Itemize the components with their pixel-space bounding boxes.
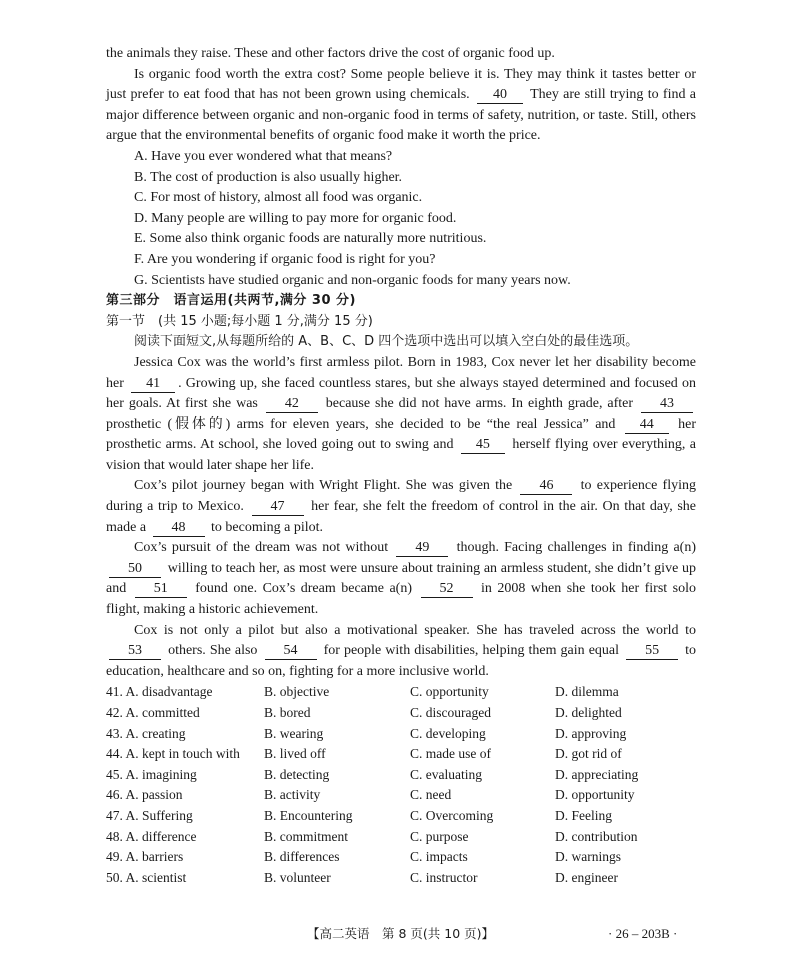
choice-46-d[interactable]: D. opportunity: [555, 787, 635, 803]
choice-row-50: [106, 868, 696, 889]
blank-42[interactable]: 42: [266, 396, 318, 413]
choice-45-c[interactable]: C. evaluating: [410, 766, 482, 782]
blank-50[interactable]: 50: [109, 561, 161, 578]
seven-choose-five-options: [106, 147, 696, 291]
choice-row-49: [106, 847, 696, 868]
option-d[interactable]: D. Many people are willing to pay more for organic food.: [134, 210, 457, 226]
choice-42-d[interactable]: D. delighted: [555, 705, 622, 720]
passage-end-line: the animals they raise. These and other factors drive the cost of organic food up.: [106, 46, 555, 61]
choice-50-a[interactable]: 50. A. scientist: [106, 869, 187, 885]
choice-43-d[interactable]: D. approving: [555, 725, 627, 741]
choice-47-a[interactable]: 47. A. Suffering: [106, 807, 193, 823]
cloze-choices: [106, 682, 696, 888]
cloze-paragraph-4: Cox is not only a pilot but also a motivational speaker. She has traveled across the world to 53 others. She also 54 for people with disabilities, helping them gain equal 55 to education, healthcare and so on, fighting for a more inclusive world.: [106, 622, 697, 679]
blank-47[interactable]: 47: [252, 499, 304, 516]
blank-45[interactable]: 45: [461, 437, 505, 454]
blank-41[interactable]: 41: [131, 376, 175, 393]
choice-41-c[interactable]: C. opportunity: [410, 684, 489, 700]
choice-47-b[interactable]: B. Encountering: [264, 807, 353, 823]
blank-49[interactable]: 49: [396, 540, 448, 557]
blank-54[interactable]: 54: [265, 643, 317, 660]
blank-52[interactable]: 52: [421, 581, 473, 598]
choice-43-a[interactable]: 43. A. creating: [106, 725, 186, 741]
choice-row-42: [106, 703, 696, 724]
footer-page-info: 【高二英语 第 8 页(共 10 页)】: [307, 926, 495, 941]
choice-45-a[interactable]: 45. A. imagining: [106, 766, 197, 782]
cloze-paragraph-2: Cox’s pilot journey began with Wright Flight. She was given the 46 to experience flying during a trip to Mexico. 47 her fear, she felt the freedom of control in the air. On that day, she made a 48 to becoming a pilot.: [106, 478, 697, 535]
cloze-paragraph-1: Jessica Cox was the world’s first armless pilot. Born in 1983, Cox never let her disability become her 41 . Growing up, she faced countless stares, but she always stayed determined and focused on her goals. At first she was 42 because she did not have arms. In eighth grade, after 43 prosthetic (假体的) arms for eleven years, she decided to be “the real Jessica” and 44 her prosthetic arms. At school, she loved going out to swing and 45 herself flying over everything, a vision that would later shape her life.: [106, 354, 697, 473]
choice-50-b[interactable]: B. volunteer: [264, 869, 331, 885]
choice-49-d[interactable]: D. warnings: [555, 849, 621, 865]
choice-50-c[interactable]: C. instructor: [410, 869, 478, 885]
choice-row-45: [106, 765, 696, 786]
option-b[interactable]: B. The cost of production is also usually higher.: [134, 169, 403, 185]
blank-46[interactable]: 46: [520, 478, 572, 495]
footer-paper-code: · 26 – 203B ·: [608, 926, 678, 941]
option-a[interactable]: A. Have you ever wondered what that means?: [134, 148, 393, 164]
choice-48-c[interactable]: C. purpose: [410, 828, 469, 844]
option-e[interactable]: E. Some also think organic foods are naturally more nutritious.: [134, 231, 487, 247]
cloze-paragraph-3: Cox’s pursuit of the dream was not without 49 though. Facing challenges in finding a(n) 50 willing to teach her, as most were unsure about training an armless student, she didn’t give up and 51 found one. Cox’s dream became a(n) 52 in 2008 when she took her first solo flight, making a historic achievement.: [106, 540, 697, 618]
choice-44-a[interactable]: 44. A. kept in touch with: [106, 746, 240, 762]
choice-48-d[interactable]: D. contribution: [555, 828, 638, 844]
choice-47-d[interactable]: D. Feeling: [555, 807, 612, 823]
blank-43[interactable]: 43: [641, 396, 693, 413]
option-f[interactable]: F. Are you wondering if organic food is right for you?: [134, 251, 436, 267]
choice-46-b[interactable]: B. activity: [264, 787, 321, 803]
choice-45-b[interactable]: B. detecting: [264, 766, 330, 782]
blank-51[interactable]: 51: [135, 581, 187, 598]
section-subtitle: 第一节 (共 15 小题;每小题 1 分,满分 15 分): [106, 313, 373, 329]
section-title: 第三部分 语言运用(共两节,满分 30 分): [106, 293, 356, 309]
choice-47-c[interactable]: C. Overcoming: [410, 807, 494, 823]
choice-50-d[interactable]: D. engineer: [555, 869, 618, 885]
choice-row-46: [106, 785, 696, 806]
choice-41-d[interactable]: D. dilemma: [555, 684, 619, 700]
choice-row-43: [106, 724, 696, 745]
blank-53[interactable]: 53: [109, 643, 161, 660]
choice-row-47: [106, 806, 696, 827]
choice-42-b[interactable]: B. bored: [264, 705, 311, 720]
passage-paragraph-organic-cost: Is organic food worth the extra cost? Some people believe it is. They may think it tastes better or just prefer to eat food that has not been grown using chemicals. 40 They are still trying to find a major difference between organic and non-organic food in terms of safety, nutrition, or taste. Still, others argue that the environmental benefits of organic food make it worth the price.: [106, 66, 696, 144]
choice-row-44: [106, 744, 696, 765]
choice-48-a[interactable]: 48. A. difference: [106, 828, 197, 844]
choice-49-b[interactable]: B. differences: [264, 849, 340, 865]
choice-row-48: [106, 827, 696, 848]
exam-page: [106, 44, 696, 888]
choice-49-a[interactable]: 49. A. barriers: [106, 849, 184, 865]
choice-42-a[interactable]: 42. A. committed: [106, 705, 200, 720]
section-instruction: 阅读下面短文,从每题所给的 A、B、C、D 四个选项中选出可以填入空白处的最佳选项。: [134, 334, 639, 350]
choice-44-b[interactable]: B. lived off: [264, 746, 326, 762]
blank-44[interactable]: 44: [625, 417, 669, 434]
choice-42-c[interactable]: C. discouraged: [410, 705, 491, 720]
choice-46-a[interactable]: 46. A. passion: [106, 787, 183, 803]
choice-49-c[interactable]: C. impacts: [410, 849, 468, 865]
choice-41-b[interactable]: B. objective: [264, 684, 330, 700]
choice-44-d[interactable]: D. got rid of: [555, 746, 622, 762]
choice-43-b[interactable]: B. wearing: [264, 725, 324, 741]
choice-45-d[interactable]: D. appreciating: [555, 766, 639, 782]
option-c[interactable]: C. For most of history, almost all food was organic.: [134, 190, 423, 206]
option-g[interactable]: G. Scientists have studied organic and non-organic foods for many years now.: [134, 272, 571, 288]
blank-40[interactable]: 40: [477, 87, 523, 104]
choice-row-41: [106, 682, 696, 703]
choice-44-c[interactable]: C. made use of: [410, 746, 491, 762]
blank-55[interactable]: 55: [626, 643, 678, 660]
blank-48[interactable]: 48: [153, 520, 205, 537]
choice-43-c[interactable]: C. developing: [410, 725, 486, 741]
page-footer: [0, 924, 800, 944]
choice-46-c[interactable]: C. need: [410, 787, 452, 803]
choice-41-a[interactable]: 41. A. disadvantage: [106, 684, 213, 700]
choice-48-b[interactable]: B. commitment: [264, 828, 348, 844]
